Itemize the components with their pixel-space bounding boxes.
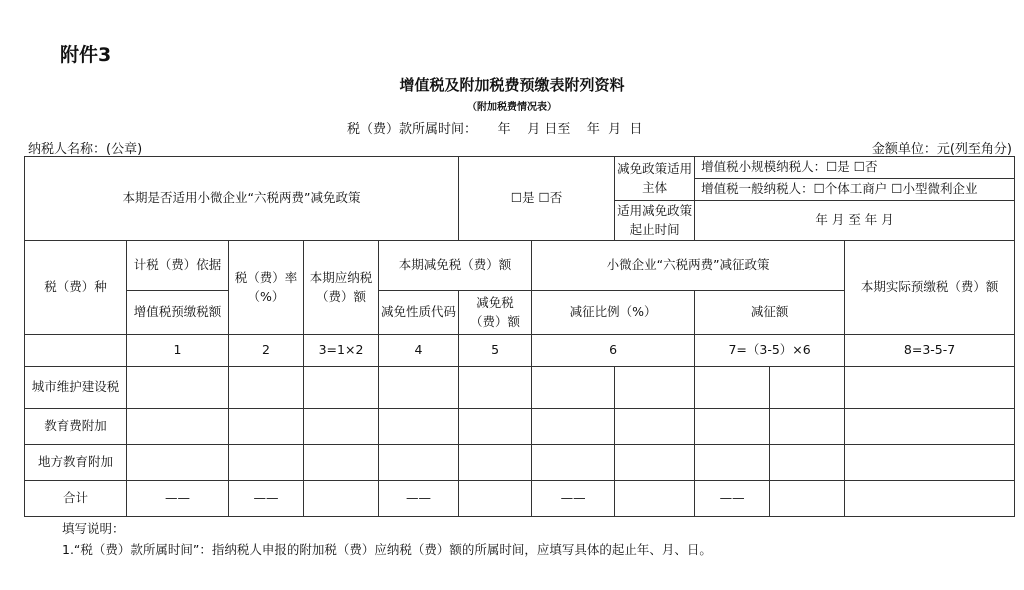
column-number: 3=1×2 — [304, 335, 379, 367]
row-label: 教育费附加 — [25, 409, 127, 445]
input-cell[interactable] — [615, 445, 695, 481]
column-number-blank — [25, 335, 127, 367]
column-number: 1 — [127, 335, 229, 367]
input-cell[interactable] — [532, 367, 615, 409]
total-dash: —— — [695, 481, 770, 517]
input-cell[interactable] — [304, 481, 379, 517]
input-cell[interactable] — [845, 409, 1015, 445]
input-cell[interactable] — [615, 367, 695, 409]
input-cell[interactable] — [615, 481, 695, 517]
note-item: 1.“税（费）款所属时间”：指纳税人申报的附加税（费）应纳税（费）额的所属时间，应填写具体的起止年、月、日。 — [62, 542, 712, 557]
general-taxpayer-checkboxes[interactable]: 增值税一般纳税人：☐个体工商户 ☐小型微利企业 — [695, 179, 1015, 201]
input-cell[interactable] — [695, 367, 770, 409]
input-cell[interactable] — [459, 445, 532, 481]
tax-basis-header: 计税（费）依据 — [127, 241, 229, 291]
form-subtitle: （附加税费情况表） — [467, 102, 557, 113]
notes-title: 填写说明： — [62, 521, 125, 536]
input-cell[interactable] — [770, 409, 845, 445]
surcharge-table — [24, 156, 1015, 517]
attachment-label: 附件3 — [60, 44, 112, 66]
input-cell[interactable] — [695, 409, 770, 445]
input-cell[interactable] — [229, 445, 304, 481]
policy-answer-checkboxes[interactable]: ☐是 ☐否 — [459, 157, 615, 241]
total-dash: —— — [379, 481, 459, 517]
input-cell[interactable] — [770, 367, 845, 409]
taxpayer-name: 纳税人名称：(公章) — [28, 142, 143, 157]
input-cell[interactable] — [379, 445, 459, 481]
input-cell[interactable] — [379, 367, 459, 409]
input-cell[interactable] — [770, 481, 845, 517]
input-cell[interactable] — [127, 445, 229, 481]
small-policy-header: 小微企业“六税两费”减征政策 — [532, 241, 845, 291]
form-title: 增值税及附加税费预缴表附列资料 — [399, 76, 625, 94]
input-cell[interactable] — [229, 409, 304, 445]
input-cell[interactable] — [695, 445, 770, 481]
total-row-label: 合计 — [25, 481, 127, 517]
input-cell[interactable] — [845, 445, 1015, 481]
reduction-amount-header: 减征额 — [695, 291, 845, 335]
input-cell[interactable] — [532, 409, 615, 445]
input-cell[interactable] — [127, 367, 229, 409]
column-number: 6 — [532, 335, 695, 367]
input-cell[interactable] — [304, 409, 379, 445]
input-cell[interactable] — [770, 445, 845, 481]
input-cell[interactable] — [127, 409, 229, 445]
input-cell[interactable] — [459, 367, 532, 409]
tax-period-line: 税（费）款所属时间： 年 月 日至 年 月 日 — [347, 122, 643, 137]
input-cell[interactable] — [845, 367, 1015, 409]
input-cell[interactable] — [229, 367, 304, 409]
input-cell[interactable] — [845, 481, 1015, 517]
input-cell[interactable] — [379, 409, 459, 445]
tax-rate-header: 税（费）率（%） — [229, 241, 304, 335]
input-cell[interactable] — [615, 409, 695, 445]
input-cell[interactable] — [459, 481, 532, 517]
input-cell[interactable] — [459, 409, 532, 445]
relief-amount-header: 减免税（费）额 — [459, 291, 532, 335]
column-number: 7=（3-5）×6 — [695, 335, 845, 367]
input-cell[interactable] — [532, 445, 615, 481]
small-scale-taxpayer-checkboxes[interactable]: 增值税小规模纳税人：☐是 ☐否 — [695, 157, 1015, 179]
column-number: 2 — [229, 335, 304, 367]
total-dash: —— — [532, 481, 615, 517]
total-dash: —— — [127, 481, 229, 517]
tax-type-header: 税（费）种 — [25, 241, 127, 335]
relief-header: 本期减免税（费）额 — [379, 241, 532, 291]
relief-code-header: 减免性质代码 — [379, 291, 459, 335]
payable-header: 本期应纳税（费）额 — [304, 241, 379, 335]
input-cell[interactable] — [304, 367, 379, 409]
input-cell[interactable] — [304, 445, 379, 481]
reduction-ratio-header: 减征比例（%） — [532, 291, 695, 335]
column-number: 4 — [379, 335, 459, 367]
basis-sub-header: 增值税预缴税额 — [127, 291, 229, 335]
policy-subject-label: 减免政策适用主体 — [615, 157, 695, 201]
total-dash: —— — [229, 481, 304, 517]
column-number: 5 — [459, 335, 532, 367]
policy-period-label: 适用减免政策起止时间 — [615, 201, 695, 241]
amount-unit: 金额单位：元(列至角分) — [871, 142, 1012, 157]
policy-period-field[interactable]: 年 月 至 年 月 — [695, 201, 1015, 241]
policy-question: 本期是否适用小微企业“六税两费”减免政策 — [25, 157, 459, 241]
actual-prepaid-header: 本期实际预缴税（费）额 — [845, 241, 1015, 335]
row-label: 地方教育附加 — [25, 445, 127, 481]
row-label: 城市维护建设税 — [25, 367, 127, 409]
column-number: 8=3-5-7 — [845, 335, 1015, 367]
